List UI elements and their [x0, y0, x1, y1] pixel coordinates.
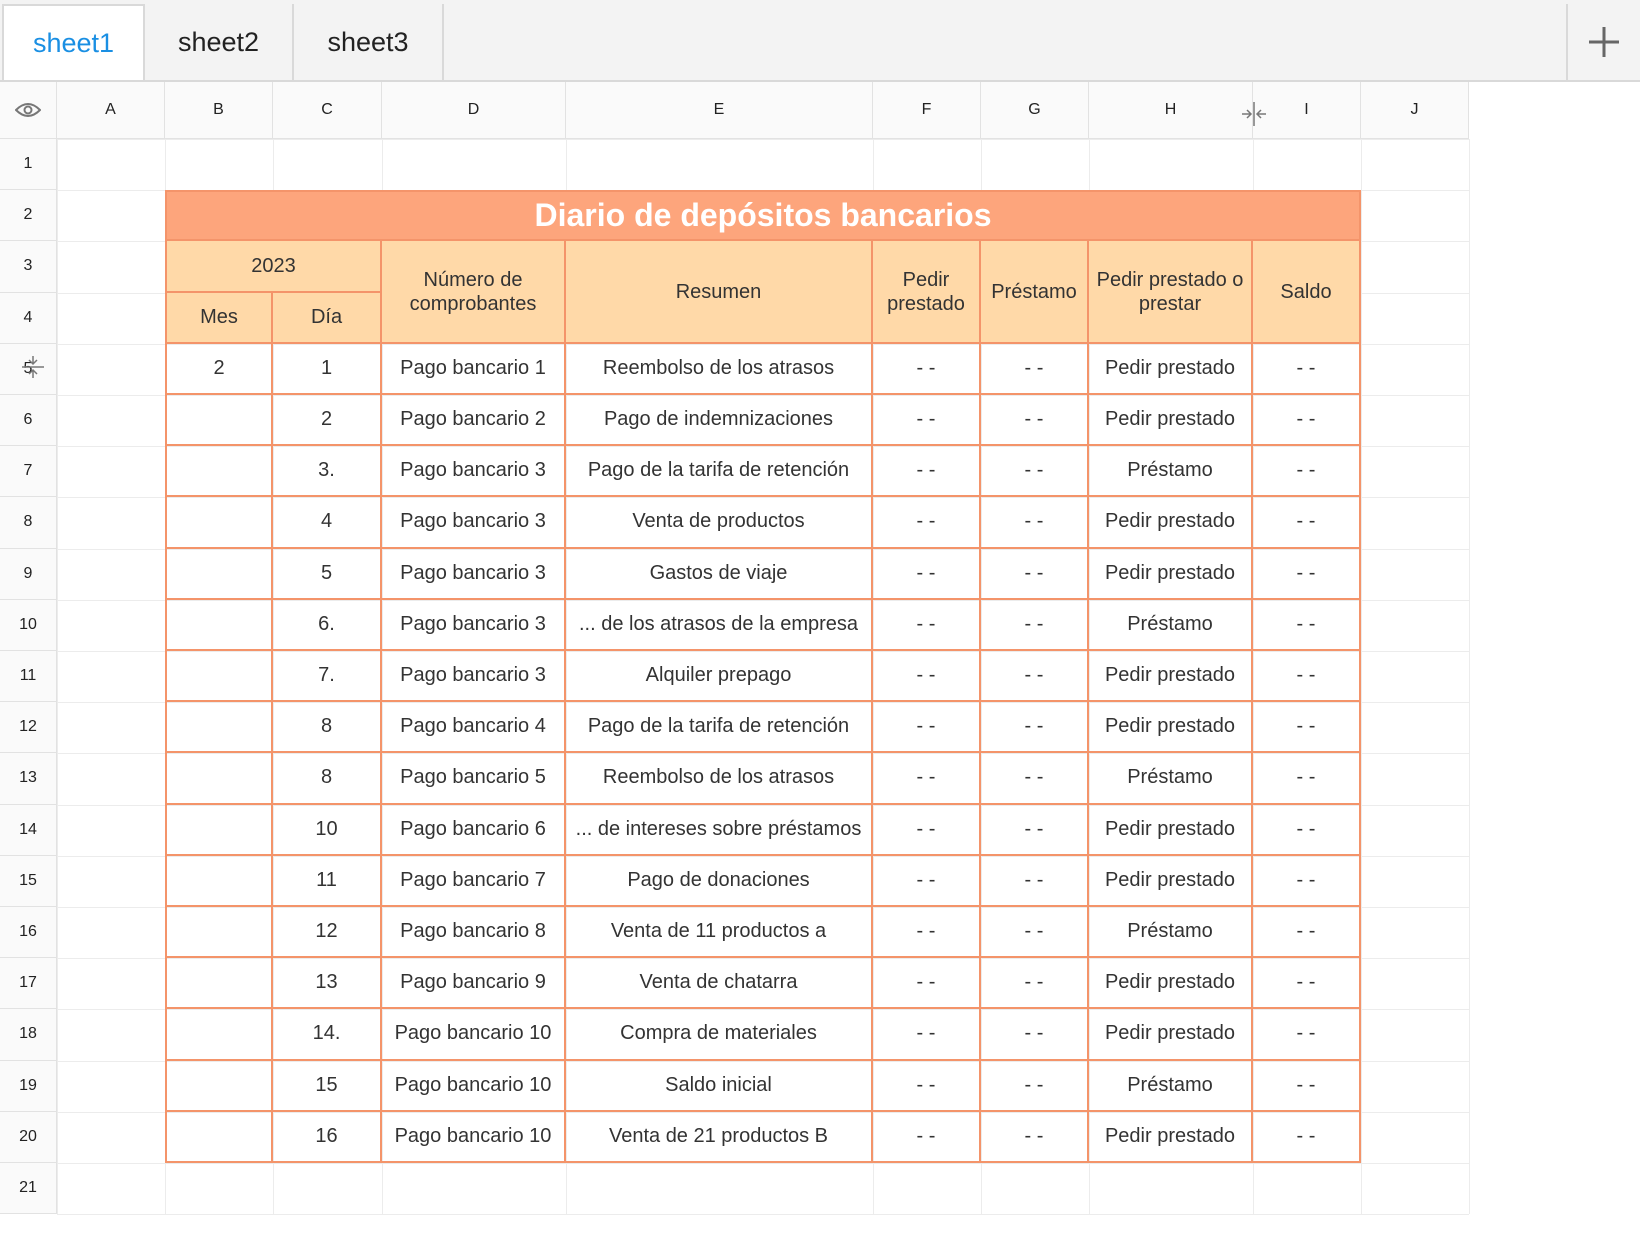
table-cell[interactable]: Préstamo — [1089, 753, 1253, 804]
table-cell[interactable]: Pedir prestado — [1089, 856, 1253, 907]
row-header-18[interactable]: 18 — [0, 1009, 57, 1060]
table-cell[interactable]: 2 — [273, 395, 382, 446]
tab-sheet1[interactable]: sheet1 — [2, 4, 145, 80]
row-header-14[interactable]: 14 — [0, 805, 57, 856]
table-cell[interactable]: - - — [1253, 805, 1361, 856]
table-cell[interactable]: - - — [873, 702, 981, 753]
table-cell[interactable]: 14. — [273, 1009, 382, 1060]
gridline — [1361, 139, 1362, 1214]
header-numero-comprobantes: Número de comprobantes — [382, 241, 566, 343]
table-cell[interactable]: - - — [1253, 344, 1361, 395]
table-cell[interactable]: Pago bancario 7 — [382, 856, 566, 907]
row-resize-icon[interactable] — [21, 355, 45, 384]
row-header-16[interactable]: 16 — [0, 907, 57, 958]
table-cell[interactable]: - - — [873, 446, 981, 497]
table-cell[interactable] — [165, 395, 273, 446]
column-header-f[interactable]: F — [873, 82, 981, 139]
table-cell[interactable]: - - — [981, 651, 1089, 702]
row-header-6[interactable]: 6 — [0, 395, 57, 446]
table-cell[interactable] — [165, 1061, 273, 1112]
table-cell[interactable]: Pago bancario 10 — [382, 1112, 566, 1163]
table-cell[interactable]: 1 — [273, 344, 382, 395]
column-resize-icon[interactable] — [1240, 101, 1268, 132]
eye-icon — [15, 101, 41, 119]
header-pedir-prestado: Pedir prestado — [873, 241, 981, 343]
table-cell[interactable]: Pedir prestado — [1089, 344, 1253, 395]
table-cell[interactable]: 15 — [273, 1061, 382, 1112]
header-pedir-o-prestar: Pedir prestado o prestar — [1089, 241, 1253, 343]
row-header-21[interactable]: 21 — [0, 1163, 57, 1214]
table-cell[interactable]: ... de los atrasos de la empresa — [566, 600, 873, 651]
table-cell[interactable]: - - — [981, 395, 1089, 446]
table-cell[interactable]: - - — [1253, 549, 1361, 600]
table-cell[interactable]: 12 — [273, 907, 382, 958]
table-cell[interactable]: - - — [873, 805, 981, 856]
table-cell[interactable]: - - — [1253, 907, 1361, 958]
table-cell[interactable]: Venta de chatarra — [566, 958, 873, 1009]
row-header-3[interactable]: 3 — [0, 241, 57, 292]
table-cell[interactable]: Reembolso de los atrasos — [566, 344, 873, 395]
table-cell[interactable]: 10 — [273, 805, 382, 856]
table-cell[interactable] — [165, 856, 273, 907]
table-cell[interactable]: 8 — [273, 702, 382, 753]
select-all-corner[interactable] — [0, 82, 57, 139]
table-cell[interactable]: - - — [873, 395, 981, 446]
row-header-13[interactable]: 13 — [0, 753, 57, 804]
table-cell[interactable]: - - — [873, 856, 981, 907]
table-cell[interactable]: 4 — [273, 497, 382, 548]
table-cell[interactable]: - - — [873, 497, 981, 548]
table-cell[interactable]: Venta de 21 productos B — [566, 1112, 873, 1163]
table-cell[interactable] — [165, 497, 273, 548]
table-cell[interactable]: - - — [1253, 497, 1361, 548]
table-cell[interactable]: - - — [873, 1112, 981, 1163]
table-cell[interactable] — [165, 907, 273, 958]
table-cell[interactable]: Préstamo — [1089, 600, 1253, 651]
table-cell[interactable]: Préstamo — [1089, 907, 1253, 958]
table-cell[interactable]: - - — [873, 1009, 981, 1060]
table-cell[interactable] — [165, 702, 273, 753]
table-cell[interactable]: - - — [1253, 1112, 1361, 1163]
header-resumen: Resumen — [566, 241, 873, 343]
table-cell[interactable]: Pago bancario 9 — [382, 958, 566, 1009]
table-cell[interactable]: - - — [1253, 651, 1361, 702]
table-cell[interactable]: - - — [873, 907, 981, 958]
row-header-2[interactable]: 2 — [0, 190, 57, 241]
row-header-9[interactable]: 9 — [0, 549, 57, 600]
table-cell[interactable] — [165, 549, 273, 600]
row-header-4[interactable]: 4 — [0, 293, 57, 344]
table-cell[interactable]: - - — [1253, 446, 1361, 497]
table-cell[interactable]: Pago bancario 4 — [382, 702, 566, 753]
table-cell[interactable]: Pago bancario 10 — [382, 1061, 566, 1112]
table-cell[interactable]: Pago de indemnizaciones — [566, 395, 873, 446]
row-header-7[interactable]: 7 — [0, 446, 57, 497]
table-cell[interactable]: - - — [981, 1061, 1089, 1112]
table-cell[interactable]: 16 — [273, 1112, 382, 1163]
table-cell[interactable]: - - — [981, 600, 1089, 651]
table-cell[interactable]: - - — [873, 549, 981, 600]
table-cell[interactable]: - - — [1253, 600, 1361, 651]
table-cell[interactable]: Pago bancario 1 — [382, 344, 566, 395]
column-header-b[interactable]: B — [165, 82, 273, 139]
table-cell[interactable]: 8 — [273, 753, 382, 804]
table-cell[interactable]: Saldo inicial — [566, 1061, 873, 1112]
column-header-a[interactable]: A — [57, 82, 165, 139]
table-cell[interactable]: - - — [873, 753, 981, 804]
gridline — [57, 139, 58, 1214]
column-header-j[interactable]: J — [1361, 82, 1469, 139]
table-cell[interactable]: Pago bancario 2 — [382, 395, 566, 446]
header-year: 2023 — [165, 241, 382, 292]
table-cell[interactable]: Alquiler prepago — [566, 651, 873, 702]
table-cell[interactable]: - - — [1253, 395, 1361, 446]
tab-sheet3[interactable]: sheet3 — [294, 4, 444, 80]
table-cell[interactable]: Gastos de viaje — [566, 549, 873, 600]
table-cell[interactable]: - - — [981, 1112, 1089, 1163]
header-dia: Día — [273, 293, 382, 344]
table-cell[interactable] — [165, 958, 273, 1009]
table-cell[interactable]: - - — [981, 497, 1089, 548]
table-cell[interactable]: Pedir prestado — [1089, 805, 1253, 856]
column-header-d[interactable]: D — [382, 82, 566, 139]
table-cell[interactable]: - - — [981, 446, 1089, 497]
table-cell[interactable]: Pago de donaciones — [566, 856, 873, 907]
table-cell[interactable] — [165, 753, 273, 804]
header-prestamo: Préstamo — [981, 241, 1089, 343]
table-cell[interactable]: Pago bancario 3 — [382, 497, 566, 548]
tab-sheet2[interactable]: sheet2 — [145, 4, 294, 80]
table-cell[interactable]: - - — [981, 1009, 1089, 1060]
table-cell[interactable]: Pago bancario 5 — [382, 753, 566, 804]
table-cell[interactable]: - - — [981, 344, 1089, 395]
table-cell[interactable]: - - — [981, 753, 1089, 804]
column-header-h[interactable]: H — [1089, 82, 1253, 139]
table-cell[interactable]: - - — [873, 958, 981, 1009]
header-saldo: Saldo — [1253, 241, 1361, 343]
table-cell[interactable]: Pedir prestado — [1089, 1009, 1253, 1060]
table-cell[interactable]: Pago bancario 3 — [382, 600, 566, 651]
table-cell[interactable]: Pedir prestado — [1089, 549, 1253, 600]
table-cell[interactable]: Compra de materiales — [566, 1009, 873, 1060]
table-cell[interactable]: - - — [981, 702, 1089, 753]
row-header-10[interactable]: 10 — [0, 600, 57, 651]
sheet-tab-bar — [0, 0, 1640, 82]
row-header-11[interactable]: 11 — [0, 651, 57, 702]
table-cell[interactable]: - - — [873, 600, 981, 651]
row-header-5[interactable]: 5 — [0, 344, 57, 395]
table-cell[interactable]: Pedir prestado — [1089, 702, 1253, 753]
table-cell[interactable]: Pago bancario 6 — [382, 805, 566, 856]
table-cell[interactable]: Pago bancario 8 — [382, 907, 566, 958]
row-header-12[interactable]: 12 — [0, 702, 57, 753]
table-cell[interactable]: - - — [1253, 1061, 1361, 1112]
row-header-19[interactable]: 19 — [0, 1061, 57, 1112]
table-cell[interactable]: 6. — [273, 600, 382, 651]
add-sheet-button[interactable] — [1566, 4, 1640, 80]
table-cell[interactable]: - - — [1253, 753, 1361, 804]
table-cell[interactable]: ... de intereses sobre préstamos — [566, 805, 873, 856]
table-cell[interactable]: - - — [981, 549, 1089, 600]
gridline — [57, 139, 1469, 140]
gridline — [57, 1163, 1469, 1164]
table-cell[interactable]: Pedir prestado — [1089, 395, 1253, 446]
table-title: Diario de depósitos bancarios — [165, 190, 1361, 241]
table-cell[interactable]: Pedir prestado — [1089, 1112, 1253, 1163]
row-header-17[interactable]: 17 — [0, 958, 57, 1009]
header-mes: Mes — [165, 293, 273, 344]
table-cell[interactable] — [165, 600, 273, 651]
table-cell[interactable]: Préstamo — [1089, 1061, 1253, 1112]
table-cell[interactable]: Reembolso de los atrasos — [566, 753, 873, 804]
row-header-8[interactable]: 8 — [0, 497, 57, 548]
table-cell[interactable]: Venta de 11 productos a — [566, 907, 873, 958]
table-cell[interactable]: 2 — [165, 344, 273, 395]
table-cell[interactable]: 3. — [273, 446, 382, 497]
table-cell[interactable]: - - — [1253, 958, 1361, 1009]
row-header-20[interactable]: 20 — [0, 1112, 57, 1163]
table-cell[interactable]: Pedir prestado — [1089, 958, 1253, 1009]
table-cell[interactable]: Pago bancario 10 — [382, 1009, 566, 1060]
column-header-e[interactable]: E — [566, 82, 873, 139]
table-cell[interactable]: - - — [981, 907, 1089, 958]
table-cell[interactable]: Pedir prestado — [1089, 497, 1253, 548]
table-cell[interactable]: - - — [981, 856, 1089, 907]
table-cell[interactable]: Pago bancario 3 — [382, 446, 566, 497]
column-header-i[interactable]: I — [1253, 82, 1361, 139]
table-cell[interactable]: 13 — [273, 958, 382, 1009]
table-cell[interactable]: 11 — [273, 856, 382, 907]
table-cell[interactable] — [165, 1009, 273, 1060]
table-cell[interactable]: - - — [873, 344, 981, 395]
table-cell[interactable]: Pago de la tarifa de retención — [566, 702, 873, 753]
gridline — [1469, 139, 1470, 1214]
table-cell[interactable] — [165, 446, 273, 497]
table-cell[interactable]: 7. — [273, 651, 382, 702]
table-cell[interactable]: - - — [1253, 702, 1361, 753]
table-cell[interactable]: - - — [1253, 1009, 1361, 1060]
table-cell[interactable] — [165, 1112, 273, 1163]
table-cell[interactable]: Préstamo — [1089, 446, 1253, 497]
table-cell[interactable]: Pago de la tarifa de retención — [566, 446, 873, 497]
column-header-g[interactable]: G — [981, 82, 1089, 139]
table-cell[interactable] — [165, 651, 273, 702]
table-cell[interactable]: - - — [873, 1061, 981, 1112]
table-cell[interactable]: Venta de productos — [566, 497, 873, 548]
table-cell[interactable]: Pago bancario 3 — [382, 549, 566, 600]
plus-icon — [1587, 25, 1621, 59]
table-cell[interactable]: - - — [981, 805, 1089, 856]
gridline — [57, 1214, 1469, 1215]
table-cell[interactable]: - - — [1253, 856, 1361, 907]
table-cell[interactable]: 5 — [273, 549, 382, 600]
table-cell[interactable]: - - — [981, 958, 1089, 1009]
row-header-1[interactable]: 1 — [0, 139, 57, 190]
row-header-15[interactable]: 15 — [0, 856, 57, 907]
table-cell[interactable]: Pago bancario 3 — [382, 651, 566, 702]
table-cell[interactable] — [165, 805, 273, 856]
table-cell[interactable]: - - — [873, 651, 981, 702]
table-cell[interactable]: Pedir prestado — [1089, 651, 1253, 702]
column-header-c[interactable]: C — [273, 82, 382, 139]
